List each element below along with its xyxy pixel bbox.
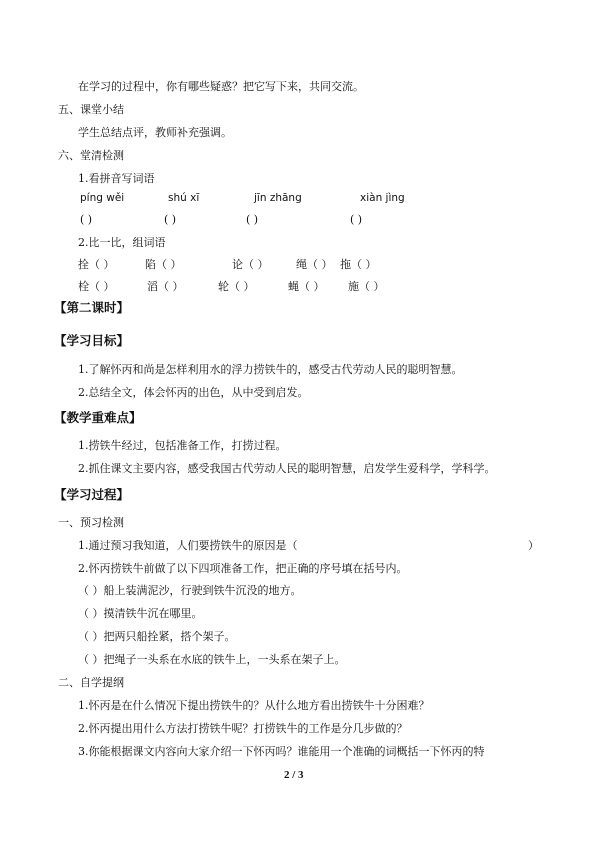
pinyin-4: xiàn jìng	[360, 192, 405, 204]
heading-process: 【学习过程】	[54, 487, 130, 502]
compare-cell[interactable]: 蝇（ ）	[288, 280, 325, 293]
heading-key-points: 【教学重难点】	[54, 410, 142, 425]
process-section2-title: 二、自学提纲	[58, 676, 124, 689]
compare-cell[interactable]: 拖（ ）	[340, 258, 377, 271]
page-number: 2 / 3	[284, 769, 304, 781]
preview-question1: 1.通过预习我知道，人们要捞铁牛的原因是（	[78, 539, 298, 552]
pinyin-blank-1[interactable]: ( )	[80, 213, 93, 226]
preview-question1-close: ）	[528, 539, 539, 552]
pinyin-3: jīn zhāng	[254, 192, 302, 204]
compare-cell[interactable]: 栓（ ）	[78, 280, 115, 293]
compare-cell[interactable]: 滔（ ）	[147, 280, 184, 293]
section6-title: 六、堂清检测	[58, 149, 124, 162]
goal-item: 2.总结全文，体会怀丙的出色，从中受到启发。	[78, 386, 309, 399]
heading-lesson2: 【第二课时】	[54, 300, 130, 315]
key-item: 1.捞铁牛经过，包括准备工作，打捞过程。	[78, 439, 287, 452]
outline-item: 3.你能根据课文内容向大家介绍一下怀丙吗？谁能用一个准确的词概括一下怀丙的特	[78, 745, 485, 758]
process-section1-title: 一、预习检测	[58, 516, 124, 529]
question2-title: 2.比一比，组词语	[78, 236, 166, 249]
question1-title: 1.看拼音写词语	[78, 172, 155, 185]
pinyin-blank-2[interactable]: ( )	[164, 213, 177, 226]
outline-item: 1.怀丙是在什么情况下提出捞铁牛的？从什么地方看出捞铁牛十分困难？	[78, 699, 430, 712]
section5-text: 学生总结点评，教师补充强调。	[78, 126, 232, 139]
pinyin-blank-4[interactable]: ( )	[350, 213, 363, 226]
compare-cell[interactable]: 轮（ ）	[218, 280, 255, 293]
preview-question2: 2.怀丙捞铁牛前做了以下四项准备工作，把正确的序号填在括号内。	[78, 562, 408, 575]
compare-cell[interactable]: 陷（ ）	[145, 258, 182, 271]
key-item: 2.抓住课文主要内容，感受我国古代劳动人民的聪明智慧，启发学生爱科学，学科学。	[78, 462, 496, 475]
step-item[interactable]: （ ）船上装满泥沙，行驶到铁牛沉没的地方。	[78, 584, 302, 597]
heading-goals: 【学习目标】	[54, 333, 130, 348]
goal-item: 1.了解怀丙和尚是怎样利用水的浮力捞铁牛的，感受古代劳动人民的聪明智慧。	[78, 363, 463, 376]
step-item[interactable]: （ ）把绳子一头系在水底的铁牛上，一头系在架子上。	[78, 653, 346, 666]
compare-cell[interactable]: 拴（ ）	[78, 258, 115, 271]
pinyin-2: shú xī	[168, 192, 200, 204]
step-item[interactable]: （ ）摸清铁牛沉在哪里。	[78, 607, 203, 620]
compare-cell[interactable]: 绳（ ）	[296, 258, 333, 271]
section5-title: 五、课堂小结	[58, 103, 124, 116]
section4-last-line: 在学习的过程中，你有哪些疑惑？把它写下来，共同交流。	[78, 80, 364, 93]
pinyin-1: píng wěi	[80, 192, 125, 204]
compare-cell[interactable]: 论（ ）	[232, 258, 269, 271]
compare-cell[interactable]: 施（ ）	[348, 280, 385, 293]
outline-item: 2.怀丙提出用什么方法打捞铁牛呢？打捞铁牛的工作是分几步做的？	[78, 722, 408, 735]
step-item[interactable]: （ ）把两只船拴紧，搭个架子。	[78, 630, 236, 643]
pinyin-blank-3[interactable]: ( )	[246, 213, 259, 226]
